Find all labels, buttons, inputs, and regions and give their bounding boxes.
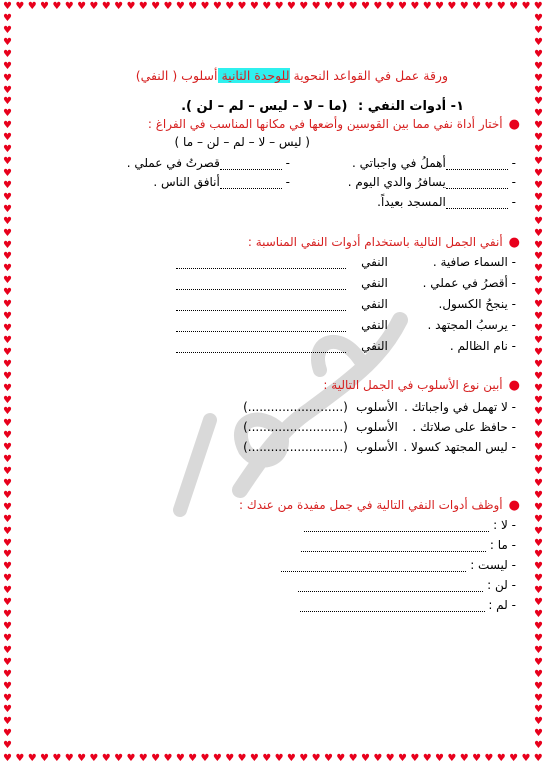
heart-icon: ♥ — [534, 48, 543, 60]
heart-icon: ♥ — [534, 96, 543, 108]
heart-icon: ♥ — [3, 406, 12, 418]
heart-icon: ♥ — [3, 72, 12, 84]
heart-icon: ♥ — [3, 454, 12, 466]
heart-icon: ♥ — [534, 263, 543, 275]
heart-icon: ♥ — [534, 299, 543, 311]
heart-icon: ♥ — [3, 466, 12, 478]
heart-icon: ♥ — [27, 753, 37, 764]
heart-icon: ♥ — [40, 1, 49, 12]
heart-icon: ♥ — [533, 1, 543, 12]
heart-icon: ♥ — [534, 477, 543, 489]
heart-icon: ♥ — [101, 1, 111, 12]
s2-row-2: - أقصرُ في عملي .النفي — [176, 276, 516, 290]
heart-icon: ♥ — [534, 287, 543, 299]
heart-icon: ♥ — [398, 753, 407, 764]
heart-icon: ♥ — [3, 430, 12, 442]
heart-icon: ♥ — [3, 561, 12, 573]
heart-icon: ♥ — [3, 358, 12, 370]
heart-icon: ♥ — [435, 1, 444, 12]
heart-icon: ♥ — [89, 753, 99, 764]
worksheet-title — [136, 68, 448, 83]
heart-icon: ♥ — [3, 24, 12, 36]
heart-icon: ♥ — [3, 418, 12, 430]
heart-icon: ♥ — [311, 1, 321, 12]
section3-instruction-row — [323, 378, 520, 393]
bullet-icon: ● — [508, 498, 520, 513]
heart-icon: ♥ — [3, 525, 12, 537]
heart-icon: ♥ — [534, 203, 543, 215]
heart-icon: ♥ — [534, 370, 543, 382]
section4-instruction: أوظف أدوات النفي التالية في جمل مفيدة من عندك : — [238, 498, 503, 512]
heart-icon: ♥ — [175, 1, 185, 12]
heart-icon: ♥ — [64, 1, 74, 12]
heart-icon: ♥ — [188, 1, 198, 12]
heart-icon: ♥ — [534, 72, 543, 84]
heart-icon: ♥ — [237, 1, 247, 12]
heart-border-right — [534, 14, 543, 752]
heart-icon: ♥ — [15, 1, 25, 12]
title-highlight: للوحدة الثانية — [217, 68, 290, 83]
heart-icon: ♥ — [3, 1, 12, 12]
heart-icon: ♥ — [188, 753, 198, 764]
heart-icon: ♥ — [3, 477, 12, 489]
heart-icon: ♥ — [212, 1, 222, 12]
heart-icon: ♥ — [175, 753, 185, 764]
heart-icon: ♥ — [534, 346, 543, 358]
heart-icon: ♥ — [534, 215, 543, 227]
heart-icon: ♥ — [534, 13, 543, 24]
s1-item-3: - يسافرُ والدي اليوم . — [347, 175, 516, 189]
heart-icon: ♥ — [249, 1, 259, 12]
title-part2: أسلوب ( النفي) — [135, 68, 218, 83]
s1-item-4: - أنافق الناس . — [153, 175, 290, 189]
bullet-icon: ● — [508, 235, 520, 250]
section2-instruction-row — [248, 235, 520, 250]
heart-icon: ♥ — [323, 753, 333, 764]
heart-icon: ♥ — [348, 753, 358, 764]
heart-icon: ♥ — [3, 382, 12, 394]
heart-icon: ♥ — [3, 84, 12, 96]
heart-icon: ♥ — [3, 36, 12, 48]
heart-icon: ♥ — [534, 740, 543, 752]
heart-icon: ♥ — [534, 179, 543, 191]
heart-icon: ♥ — [3, 644, 12, 656]
heart-icon: ♥ — [534, 120, 543, 132]
heart-icon: ♥ — [262, 753, 272, 764]
s2-row-1: - السماء صافية .النفي — [176, 255, 516, 269]
heart-icon: ♥ — [3, 573, 12, 585]
heart-icon: ♥ — [534, 621, 543, 633]
heart-icon: ♥ — [534, 84, 543, 96]
heart-icon: ♥ — [77, 753, 87, 764]
heart-icon: ♥ — [64, 753, 74, 764]
s4-row-3: - ليست : — [281, 558, 516, 572]
s2-row-4: - يرسبُ المجتهد .النفي — [176, 318, 516, 332]
heart-icon: ♥ — [373, 753, 383, 764]
question-1-heading — [181, 99, 464, 114]
heart-icon: ♥ — [3, 716, 12, 728]
heart-icon: ♥ — [3, 609, 12, 621]
heart-icon: ♥ — [3, 621, 12, 633]
heart-icon: ♥ — [274, 753, 284, 764]
s4-row-2: - ما : — [301, 538, 516, 552]
heart-icon: ♥ — [299, 1, 309, 12]
heart-icon: ♥ — [3, 299, 12, 311]
heart-icon: ♥ — [126, 1, 136, 12]
heart-icon: ♥ — [3, 632, 12, 644]
s3-row-2: - حافظ على صلاتك .الأسلوب(.........................) — [243, 420, 516, 434]
heart-icon: ♥ — [534, 609, 543, 621]
heart-icon: ♥ — [77, 1, 87, 12]
heart-icon: ♥ — [163, 753, 173, 764]
heart-icon: ♥ — [3, 120, 12, 132]
heart-icon: ♥ — [262, 1, 272, 12]
heart-icon: ♥ — [151, 1, 161, 12]
heart-icon: ♥ — [360, 753, 370, 764]
heart-icon: ♥ — [534, 406, 543, 418]
heart-icon: ♥ — [3, 513, 12, 525]
section2-instruction: أنفي الجمل التالية باستخدام أدوات النفي المناسبة : — [247, 235, 503, 249]
heart-icon: ♥ — [3, 156, 12, 168]
s1-item-1: - أهملُ في واجباتي . — [351, 156, 516, 170]
heart-icon: ♥ — [534, 501, 543, 513]
heart-icon: ♥ — [509, 753, 519, 764]
heart-icon: ♥ — [3, 740, 12, 752]
heart-icon: ♥ — [200, 1, 210, 12]
heart-icon: ♥ — [534, 585, 543, 597]
heart-icon: ♥ — [237, 753, 247, 764]
heart-icon: ♥ — [410, 1, 420, 12]
heart-icon: ♥ — [3, 728, 12, 740]
heart-icon: ♥ — [52, 753, 62, 764]
heart-border-bottom — [3, 754, 543, 764]
heart-icon: ♥ — [496, 1, 506, 12]
heart-icon: ♥ — [533, 753, 543, 764]
heart-icon: ♥ — [534, 597, 543, 609]
heart-icon: ♥ — [3, 179, 12, 191]
s3-row-1: - لا تهمل في واجباتك .الأسلوب(.........................) — [243, 400, 516, 414]
heart-icon: ♥ — [534, 156, 543, 168]
heart-icon: ♥ — [3, 239, 12, 251]
heart-icon: ♥ — [360, 1, 370, 12]
heart-icon: ♥ — [534, 227, 543, 239]
heart-icon: ♥ — [534, 108, 543, 120]
heart-icon: ♥ — [126, 753, 136, 764]
heart-icon: ♥ — [509, 1, 519, 12]
heart-icon: ♥ — [3, 167, 12, 179]
heart-icon: ♥ — [101, 753, 111, 764]
s4-row-1: - لا : — [304, 518, 516, 532]
heart-icon: ♥ — [459, 1, 469, 12]
heart-icon: ♥ — [3, 322, 12, 334]
heart-icon: ♥ — [534, 656, 543, 668]
heart-icon: ♥ — [3, 251, 12, 263]
heart-icon: ♥ — [534, 251, 543, 263]
heart-icon: ♥ — [151, 753, 161, 764]
heart-icon: ♥ — [3, 48, 12, 60]
heart-icon: ♥ — [534, 561, 543, 573]
heart-icon: ♥ — [472, 1, 482, 12]
heart-icon: ♥ — [422, 1, 432, 12]
heart-icon: ♥ — [447, 1, 457, 12]
heart-icon: ♥ — [3, 275, 12, 287]
heart-icon: ♥ — [534, 60, 543, 72]
heart-icon: ♥ — [398, 1, 407, 12]
heart-icon: ♥ — [225, 1, 235, 12]
heart-icon: ♥ — [3, 753, 12, 764]
heart-icon: ♥ — [534, 191, 543, 203]
heart-icon: ♥ — [3, 311, 12, 323]
heart-icon: ♥ — [484, 1, 494, 12]
heart-icon: ♥ — [3, 96, 12, 108]
heart-icon: ♥ — [3, 489, 12, 501]
s4-row-4: - لن : — [298, 578, 516, 592]
heart-icon: ♥ — [40, 753, 49, 764]
heart-icon: ♥ — [249, 753, 259, 764]
bullet-icon: ● — [508, 117, 520, 132]
heart-icon: ♥ — [3, 346, 12, 358]
heart-icon: ♥ — [336, 753, 346, 764]
heart-icon: ♥ — [3, 394, 12, 406]
heart-icon: ♥ — [534, 358, 543, 370]
heart-icon: ♥ — [410, 753, 420, 764]
heart-icon: ♥ — [3, 13, 12, 24]
heart-icon: ♥ — [534, 275, 543, 287]
heart-icon: ♥ — [3, 442, 12, 454]
heart-icon: ♥ — [114, 753, 124, 764]
section1-instruction: أختار أداة نفي مما بين القوسين وأضعها في مكانها المناسب في الفراغ : — [147, 117, 503, 131]
heart-icon: ♥ — [534, 334, 543, 346]
heart-icon: ♥ — [3, 692, 12, 704]
heart-icon: ♥ — [534, 322, 543, 334]
heart-icon: ♥ — [15, 753, 25, 764]
heart-icon: ♥ — [3, 287, 12, 299]
heart-icon: ♥ — [286, 1, 296, 12]
heart-icon: ♥ — [534, 418, 543, 430]
heart-icon: ♥ — [3, 585, 12, 597]
heart-icon: ♥ — [534, 442, 543, 454]
heart-icon: ♥ — [3, 227, 12, 239]
heart-icon: ♥ — [459, 753, 469, 764]
heart-icon: ♥ — [3, 370, 12, 382]
heart-icon: ♥ — [200, 753, 210, 764]
heart-icon: ♥ — [3, 537, 12, 549]
heart-icon: ♥ — [422, 753, 432, 764]
heart-icon: ♥ — [534, 573, 543, 585]
heart-border-left — [3, 14, 12, 752]
heart-icon: ♥ — [534, 525, 543, 537]
heart-icon: ♥ — [3, 334, 12, 346]
heart-border-top — [3, 2, 543, 12]
section1-options: ( ليس – لا – لم – لن – ما ) — [174, 135, 310, 149]
s4-row-5: - لم : — [300, 598, 517, 612]
heart-icon: ♥ — [3, 132, 12, 144]
heart-icon: ♥ — [534, 549, 543, 561]
heart-icon: ♥ — [521, 753, 531, 764]
heart-icon: ♥ — [435, 753, 444, 764]
heart-icon: ♥ — [534, 489, 543, 501]
heart-icon: ♥ — [3, 668, 12, 680]
s1-item-5: - المسجد بعيداً. — [377, 195, 516, 209]
s1-item-2: - قصرتُ في عملي . — [126, 156, 290, 170]
heart-icon: ♥ — [138, 753, 148, 764]
heart-icon: ♥ — [534, 668, 543, 680]
s2-row-5: - نام الظالم .النفي — [176, 339, 516, 353]
section1-instruction-row — [148, 117, 520, 132]
heart-icon: ♥ — [3, 656, 12, 668]
heart-icon: ♥ — [286, 753, 296, 764]
heart-icon: ♥ — [472, 753, 482, 764]
heart-icon: ♥ — [534, 382, 543, 394]
heart-icon: ♥ — [447, 753, 457, 764]
heart-icon: ♥ — [52, 1, 62, 12]
heart-icon: ♥ — [138, 1, 148, 12]
heart-icon: ♥ — [534, 239, 543, 251]
heart-icon: ♥ — [534, 132, 543, 144]
heart-icon: ♥ — [3, 60, 12, 72]
heart-icon: ♥ — [385, 1, 395, 12]
q1-label: ١- أدوات النفي : — [358, 99, 464, 114]
heart-icon: ♥ — [534, 394, 543, 406]
heart-icon: ♥ — [534, 513, 543, 525]
heart-icon: ♥ — [385, 753, 395, 764]
title-part1: ورقة عمل في القواعد النحوية — [289, 68, 448, 83]
heart-icon: ♥ — [534, 24, 543, 36]
heart-icon: ♥ — [89, 1, 99, 12]
heart-icon: ♥ — [534, 430, 543, 442]
heart-icon: ♥ — [348, 1, 358, 12]
heart-icon: ♥ — [534, 36, 543, 48]
heart-icon: ♥ — [496, 753, 506, 764]
heart-icon: ♥ — [534, 704, 543, 716]
section4-instruction-row — [239, 498, 520, 513]
heart-icon: ♥ — [3, 108, 12, 120]
heart-icon: ♥ — [27, 1, 37, 12]
heart-icon: ♥ — [534, 632, 543, 644]
heart-icon: ♥ — [3, 501, 12, 513]
heart-icon: ♥ — [323, 1, 333, 12]
heart-icon: ♥ — [534, 537, 543, 549]
heart-icon: ♥ — [3, 680, 12, 692]
heart-icon: ♥ — [484, 753, 494, 764]
heart-icon: ♥ — [3, 203, 12, 215]
heart-icon: ♥ — [299, 753, 309, 764]
heart-icon: ♥ — [3, 144, 12, 156]
s3-row-3: - ليس المجتهد كسولا .الأسلوب(.........................) — [243, 440, 516, 454]
heart-icon: ♥ — [225, 753, 235, 764]
q1-tools: (ما – لا – ليس – لم – لن ). — [181, 99, 348, 114]
heart-icon: ♥ — [3, 263, 12, 275]
heart-icon: ♥ — [311, 753, 321, 764]
heart-icon: ♥ — [534, 167, 543, 179]
heart-icon: ♥ — [163, 1, 173, 12]
heart-icon: ♥ — [534, 716, 543, 728]
heart-icon: ♥ — [521, 1, 531, 12]
heart-icon: ♥ — [534, 692, 543, 704]
heart-icon: ♥ — [534, 311, 543, 323]
heart-icon: ♥ — [3, 549, 12, 561]
heart-icon: ♥ — [534, 454, 543, 466]
heart-icon: ♥ — [534, 644, 543, 656]
heart-icon: ♥ — [3, 704, 12, 716]
heart-icon: ♥ — [3, 191, 12, 203]
heart-icon: ♥ — [534, 728, 543, 740]
heart-icon: ♥ — [534, 144, 543, 156]
heart-icon: ♥ — [373, 1, 383, 12]
heart-icon: ♥ — [336, 1, 346, 12]
heart-icon: ♥ — [114, 1, 124, 12]
heart-icon: ♥ — [3, 215, 12, 227]
section3-instruction: أبين نوع الأسلوب في الجمل التالية : — [323, 378, 503, 392]
heart-icon: ♥ — [274, 1, 284, 12]
heart-icon: ♥ — [212, 753, 222, 764]
s2-row-3: - ينجحُ الكسول.النفي — [176, 297, 516, 311]
heart-icon: ♥ — [534, 680, 543, 692]
heart-icon: ♥ — [3, 597, 12, 609]
bullet-icon: ● — [508, 378, 520, 393]
heart-icon: ♥ — [534, 466, 543, 478]
